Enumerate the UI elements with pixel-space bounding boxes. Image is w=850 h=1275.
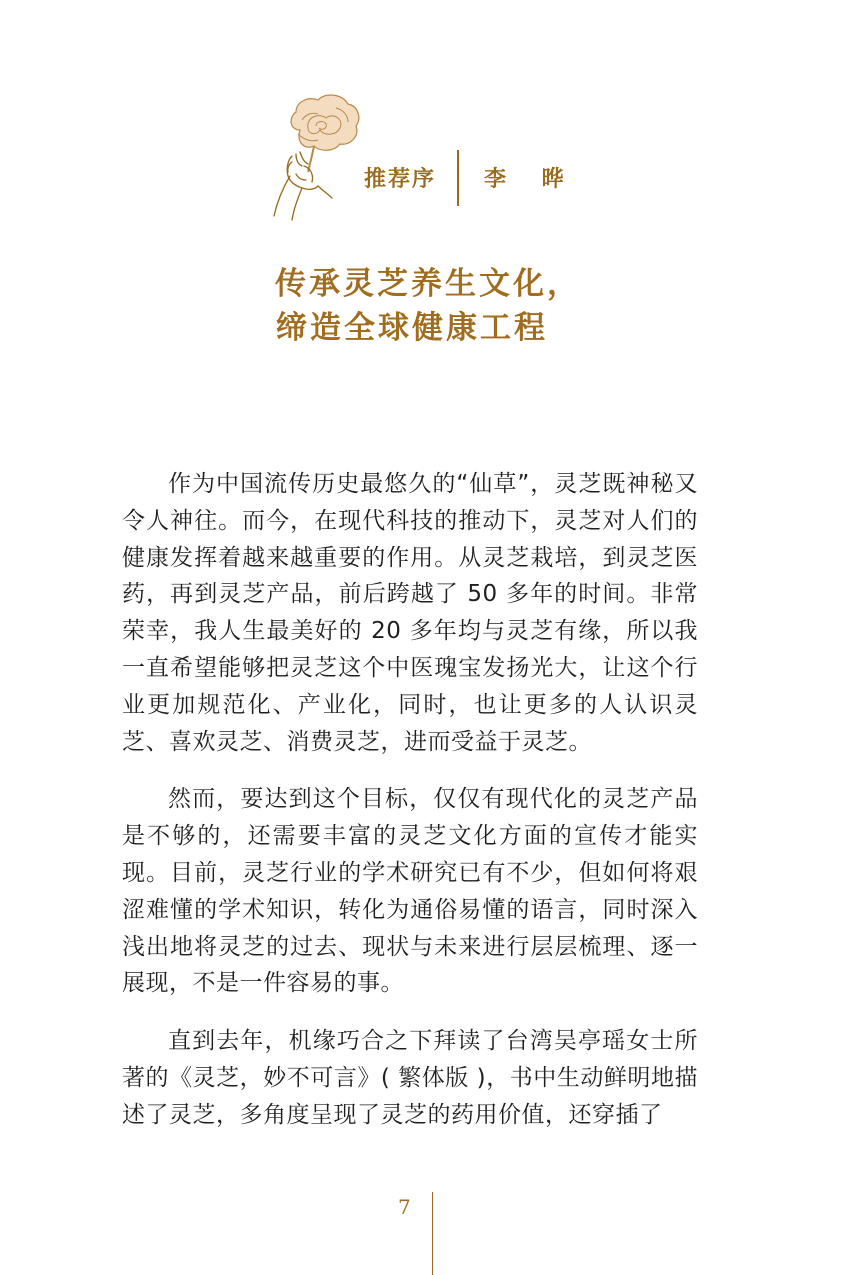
body-text	[122, 466, 698, 1155]
lingzhi-hand-icon	[262, 90, 362, 222]
title-line-2: 缔造全球健康工程	[276, 310, 548, 346]
paragraph-2: 然而，要达到这个目标，仅仅有现代化的灵芝产品是不够的，还需要丰富的灵芝文化方面的宣传才能实现。目前，灵芝行业的学术研究已有不少，但如何将艰涩难懂的学术知识，转化为通俗易懂的语言，同时深入浅出地将灵芝的过去、现状与未来进行层层梳理、逐一展现，不是一件容易的事。	[122, 786, 698, 997]
author-name: 李 晔	[484, 167, 578, 192]
paragraph-3: 直到去年，机缘巧合之下拜读了台湾吴亭瑶女士所著的《灵芝，妙不可言》( 繁体版 )，书中生动鲜明地描述了灵芝，多角度呈现了灵芝的药用价值，还穿插了	[122, 1028, 698, 1128]
page-number: 7	[398, 1195, 411, 1219]
title-line-1: 传承灵芝养生文化，	[275, 266, 581, 302]
footer-divider	[432, 1192, 433, 1275]
header-divider	[457, 150, 459, 206]
chapter-title	[0, 262, 850, 350]
section-label: 推荐序	[364, 167, 437, 192]
paragraph-1: 作为中国流传历史最悠久的“仙草”，灵芝既神秘又令人神往。而今，在现代科技的推动下，灵芝对人们的健康发挥着越来越重要的作用。从灵芝栽培，到灵芝医药，再到灵芝产品，前后跨越了 50 多年的时间。非常荣幸，我人生最美好的 20 多年均与灵芝有缘，所以我一直希望能够把灵芝这个中医瑰宝发扬光大，让这个行业更加规范化、产业化，同时，也让更多的人认识灵芝、喜欢灵芝、消费灵芝，进而受益于灵芝。	[122, 471, 698, 755]
